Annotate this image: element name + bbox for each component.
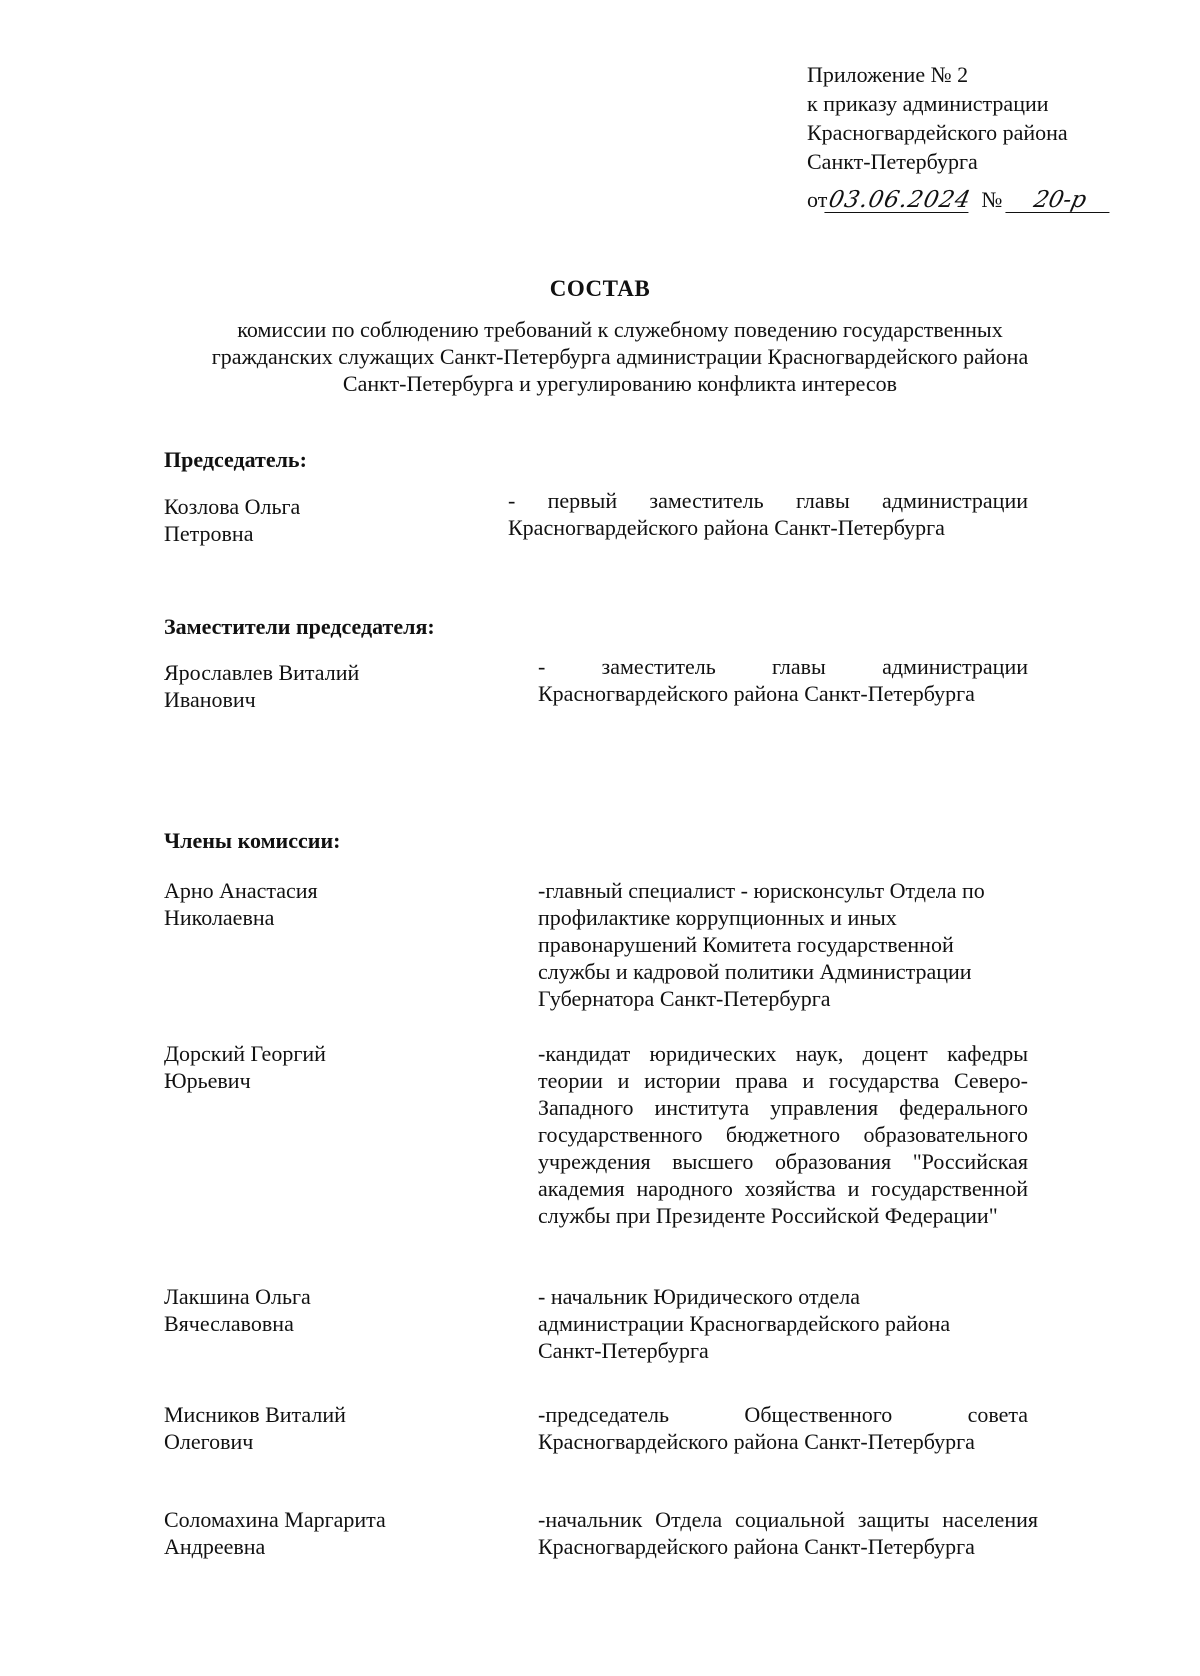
member-role: - начальник Юридического отдела администрации Красногвардейского района Санкт-Петербурга xyxy=(538,1284,951,1363)
member-role: - заместитель главы администрации Красногвардейского района Санкт-Петербурга xyxy=(538,654,1028,706)
date-prefix: от xyxy=(807,187,828,212)
appendix-line-3: Красногвардейского района xyxy=(807,120,1068,145)
document-subtitle: комиссии по соблюдению требований к служебному поведению государственных гражданских служащих Санкт-Петербурга администрации Красногвардейского района Санкт-Петербурга и урегулированию конфликта интересов xyxy=(211,317,1029,396)
member-name: Козлова Ольга Петровна xyxy=(164,494,301,546)
member-name: Дорский Георгий Юрьевич xyxy=(164,1041,326,1093)
appendix-line-1: Приложение № 2 xyxy=(807,62,969,87)
section-heading-chair: Председатель: xyxy=(164,447,307,472)
member-role: -кандидат юридических наук, доцент кафедры теории и истории права и государства Северо-Западного института управления федерального государственного бюджетного образовательного учреждения высшего образования "Российская академия народного хозяйства и государственной службы при Президенте Российской Федерации" xyxy=(538,1041,1028,1228)
member-name: Мисников Виталий Олегович xyxy=(164,1402,346,1454)
section-heading-deputies: Заместители председателя: xyxy=(164,614,435,639)
handwritten-date: 03.06.2024 xyxy=(826,187,974,213)
member-role: -начальник Отдела социальной защиты населения Красногвардейского района Санкт-Петербурга xyxy=(538,1507,1038,1559)
number-sign: № xyxy=(981,187,1003,212)
document-title: СОСТАВ xyxy=(549,276,651,301)
member-role: - первый заместитель главы администрации Красногвардейского района Санкт-Петербурга xyxy=(508,488,1028,540)
appendix-block xyxy=(807,61,1127,213)
appendix-line-4: Санкт-Петербурга xyxy=(807,149,978,174)
member-name: Соломахина Маргарита Андреевна xyxy=(164,1507,386,1559)
handwritten-order-number: 20-р xyxy=(1006,188,1115,213)
member-name: Ярославлев Виталий Иванович xyxy=(164,660,360,712)
member-role: -председатель Общественного совета Красногвардейского района Санкт-Петербурга xyxy=(538,1402,1028,1454)
member-role: -главный специалист - юрисконсульт Отдела по профилактике коррупционных и иных правонарушений Комитета государственной службы и кадровой политики Администрации Губернатора Санкт-Петербурга xyxy=(538,878,985,1011)
appendix-line-2: к приказу администрации xyxy=(807,91,1049,116)
section-heading-members: Члены комиссии: xyxy=(164,828,341,853)
member-name: Арно Анастасия Николаевна xyxy=(164,878,318,930)
member-name: Лакшина Ольга Вячеславовна xyxy=(164,1284,311,1336)
order-date-number xyxy=(807,179,1127,213)
